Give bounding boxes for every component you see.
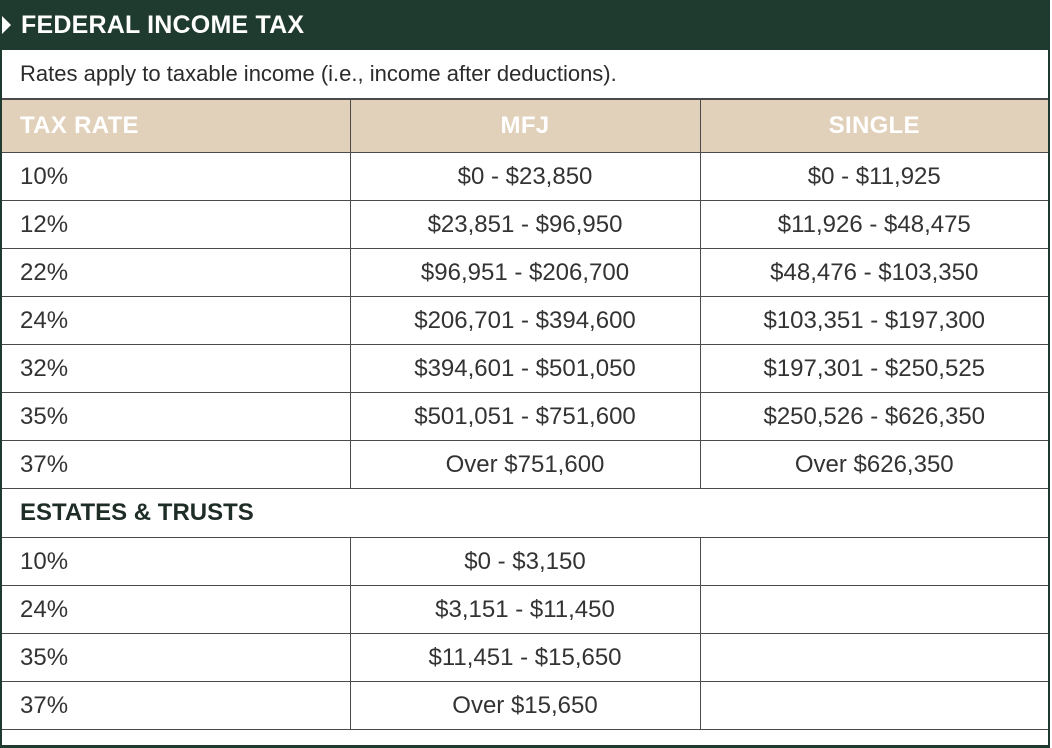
estates-trusts-heading: ESTATES & TRUSTS (2, 489, 1048, 538)
table-row (2, 538, 1048, 586)
rate-cell: 22% (2, 249, 350, 297)
single-cell: $11,926 - $48,475 (700, 201, 1048, 249)
rate-cell: 37% (2, 682, 350, 730)
single-cell: $197,301 - $250,525 (700, 345, 1048, 393)
mfj-cell: Over $751,600 (350, 441, 700, 489)
rate-cell: 24% (2, 586, 350, 634)
table-header-row (2, 100, 1048, 153)
panel-header (2, 0, 1048, 50)
empty-cell (700, 682, 1048, 730)
rate-cell: 10% (2, 538, 350, 586)
mfj-cell: $394,601 - $501,050 (350, 345, 700, 393)
column-header-mfj: MFJ (350, 100, 700, 153)
range-cell: $3,151 - $11,450 (350, 586, 700, 634)
rate-cell: 10% (2, 153, 350, 201)
chevron-right-icon (2, 16, 11, 34)
range-cell: $0 - $3,150 (350, 538, 700, 586)
column-header-tax-rate: TAX RATE (2, 100, 350, 153)
column-header-single: SINGLE (700, 100, 1048, 153)
table-row (2, 153, 1048, 201)
table-row (2, 345, 1048, 393)
empty-cell (700, 634, 1048, 682)
rate-cell: 35% (2, 634, 350, 682)
empty-cell (700, 538, 1048, 586)
table-row (2, 441, 1048, 489)
panel-title: FEDERAL INCOME TAX (21, 10, 305, 39)
table-row (2, 297, 1048, 345)
table-row (2, 393, 1048, 441)
rate-cell: 37% (2, 441, 350, 489)
tax-rate-table (2, 99, 1048, 730)
mfj-cell: $23,851 - $96,950 (350, 201, 700, 249)
rate-cell: 12% (2, 201, 350, 249)
mfj-cell: $0 - $23,850 (350, 153, 700, 201)
range-cell: $11,451 - $15,650 (350, 634, 700, 682)
mfj-cell: $206,701 - $394,600 (350, 297, 700, 345)
table-row (2, 634, 1048, 682)
single-cell: $103,351 - $197,300 (700, 297, 1048, 345)
single-cell: $0 - $11,925 (700, 153, 1048, 201)
table-row (2, 201, 1048, 249)
table-row (2, 682, 1048, 730)
empty-cell (700, 586, 1048, 634)
rate-cell: 35% (2, 393, 350, 441)
single-cell: $250,526 - $626,350 (700, 393, 1048, 441)
table-row (2, 249, 1048, 297)
single-cell: Over $626,350 (700, 441, 1048, 489)
panel-subtitle: Rates apply to taxable income (i.e., income after deductions). (2, 50, 1048, 99)
estates-trusts-section-row (2, 489, 1048, 538)
rate-cell: 24% (2, 297, 350, 345)
range-cell: Over $15,650 (350, 682, 700, 730)
rate-cell: 32% (2, 345, 350, 393)
table-row (2, 586, 1048, 634)
mfj-cell: $501,051 - $751,600 (350, 393, 700, 441)
mfj-cell: $96,951 - $206,700 (350, 249, 700, 297)
single-cell: $48,476 - $103,350 (700, 249, 1048, 297)
